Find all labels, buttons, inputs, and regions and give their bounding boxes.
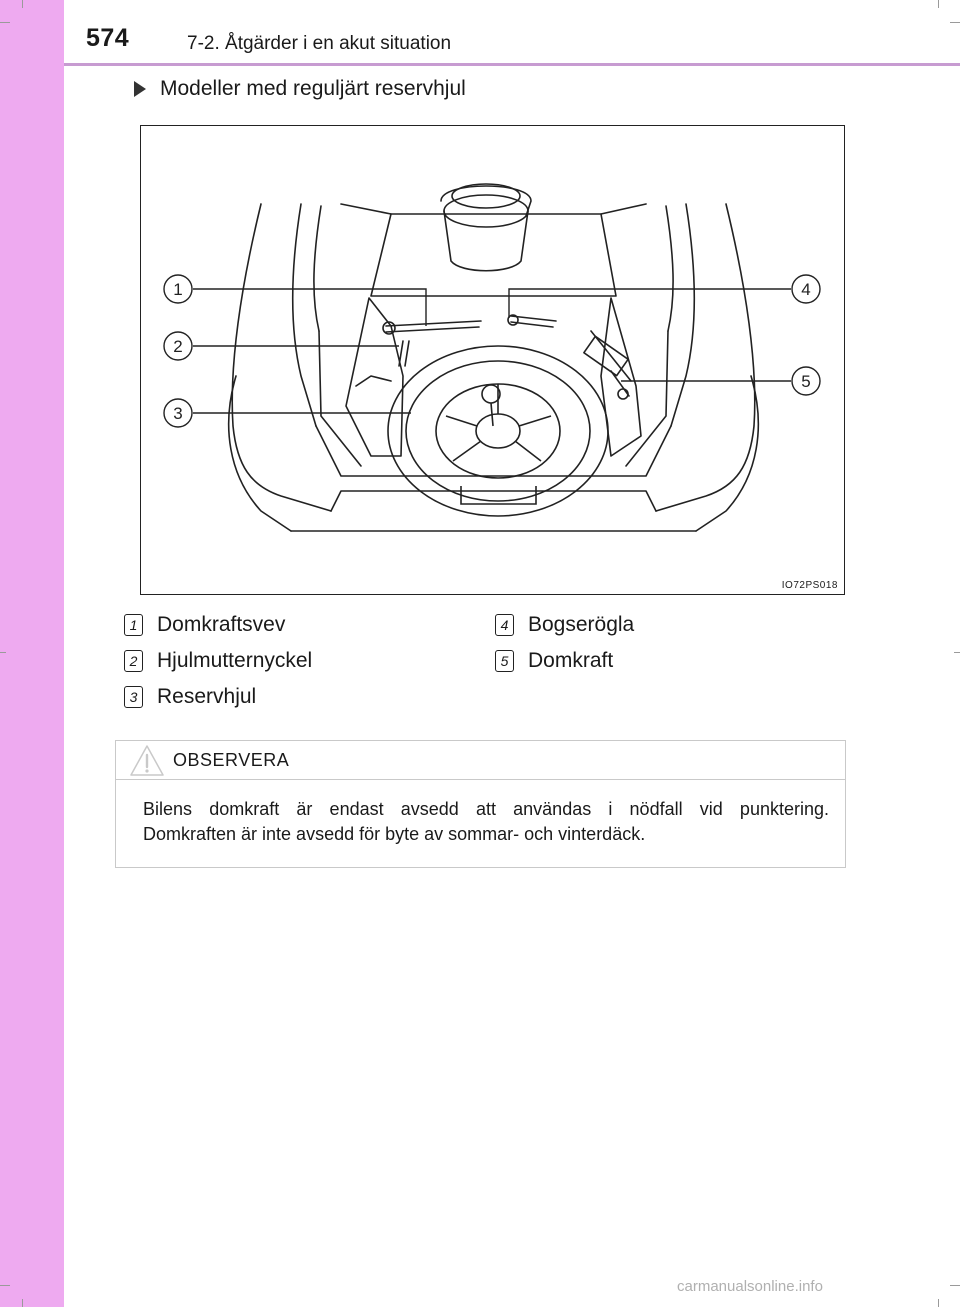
crop-mark <box>950 22 960 23</box>
bullet-triangle-icon <box>134 81 146 97</box>
callout-label: 1 <box>173 280 183 299</box>
legend-item-spare-wheel <box>124 685 256 709</box>
legend-number: 3 <box>124 686 143 708</box>
figure-luggage-compartment <box>140 125 845 595</box>
callout-label: 3 <box>173 404 183 423</box>
legend-label: Reservhjul <box>157 685 257 708</box>
legend-number: 4 <box>495 614 514 636</box>
legend-number: 2 <box>124 650 143 672</box>
legend-number: 1 <box>124 614 143 636</box>
callout-label: 5 <box>801 372 811 391</box>
crop-mark <box>0 652 6 653</box>
subheading <box>134 77 466 101</box>
legend-item-jack-handle <box>124 613 285 637</box>
crop-mark <box>0 1285 10 1286</box>
legend-label: Hjulmutternyckel <box>157 649 313 672</box>
header-rule <box>64 63 960 66</box>
callout-label: 2 <box>173 337 183 356</box>
crop-mark <box>954 652 960 653</box>
crop-mark <box>0 22 10 23</box>
crop-mark <box>950 1285 960 1286</box>
side-color-bar <box>0 0 64 1307</box>
notice-title: OBSERVERA <box>173 750 290 770</box>
subheading-text: Modeller med reguljärt reservhjul <box>160 77 466 100</box>
crop-mark <box>938 0 939 8</box>
warning-triangle-icon <box>129 744 165 777</box>
legend-label: Domkraft <box>528 649 614 672</box>
page-number: 574 <box>86 24 130 52</box>
legend-item-wheel-nut-wrench <box>124 649 312 673</box>
notice-box <box>115 740 846 868</box>
notice-body <box>143 797 829 847</box>
watermark: carmanualsonline.info <box>677 1278 823 1295</box>
notice-text-line: Bilens domkraft är endast avsedd att användas i nödfall vid punktering. <box>143 799 829 819</box>
legend-label: Bogserögla <box>528 613 635 636</box>
notice-header <box>116 741 845 780</box>
legend-number: 5 <box>495 650 514 672</box>
legend-label: Domkraftsvev <box>157 613 286 636</box>
callout-label: 4 <box>801 280 811 299</box>
section-title: 7-2. Åtgärder i en akut situation <box>187 33 452 54</box>
figure-code: IO72PS018 <box>781 580 838 591</box>
crop-mark <box>938 1299 939 1307</box>
legend-item-towing-eye <box>495 613 634 637</box>
crop-mark <box>22 1299 23 1307</box>
notice-text-line: Domkraften är inte avsedd för byte av sommar- och vinterdäck. <box>143 824 646 844</box>
legend-item-jack <box>495 649 613 673</box>
trunk-illustration <box>141 126 844 594</box>
crop-mark <box>22 0 23 8</box>
